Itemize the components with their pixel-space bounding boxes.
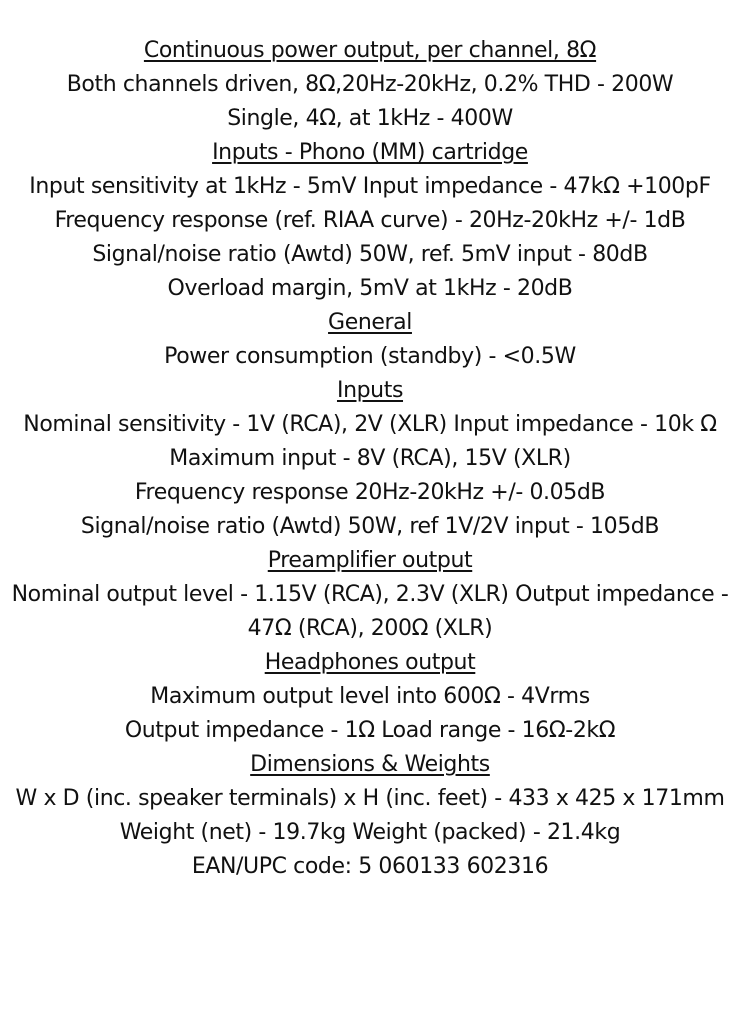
section-heading: Preamplifier output	[267, 548, 473, 573]
spec-line: Signal/noise ratio (Awtd) 50W, ref 1V/2V input - 105dB	[80, 514, 660, 539]
section-heading: Headphones output	[264, 650, 476, 675]
spec-line: Power consumption (standby) - <0.5W	[164, 344, 576, 369]
spec-line: Nominal output level - 1.15V (RCA), 2.3V (XLR) Output impedance - 47Ω (RCA), 200Ω (XLR)	[11, 582, 729, 641]
spec-line: W x D (inc. speaker terminals) x H (inc. feet) - 433 x 425 x 171mm	[15, 786, 725, 811]
section-dimensions-weights	[0, 748, 740, 884]
section-heading: Inputs	[336, 378, 404, 403]
section-headphones-output	[0, 646, 740, 748]
spec-line: Nominal sensitivity - 1V (RCA), 2V (XLR) Input impedance - 10k Ω	[23, 412, 717, 437]
section-preamplifier-output	[0, 544, 740, 646]
section-phono-inputs	[0, 136, 740, 306]
spec-line: Overload margin, 5mV at 1kHz - 20dB	[167, 276, 573, 301]
spec-line: Both channels driven, 8Ω,20Hz-20kHz, 0.2% THD - 200W	[66, 72, 674, 97]
spec-line: Maximum input - 8V (RCA), 15V (XLR)	[169, 446, 571, 471]
spec-line: EAN/UPC code: 5 060133 602316	[191, 854, 549, 879]
section-continuous-power	[0, 34, 740, 136]
section-inputs	[0, 374, 740, 544]
section-heading: Dimensions & Weights	[250, 752, 490, 777]
spec-line: Frequency response (ref. RIAA curve) - 20Hz-20kHz +/- 1dB	[54, 208, 686, 233]
spec-line: Frequency response 20Hz-20kHz +/- 0.05dB	[134, 480, 606, 505]
section-general	[0, 306, 740, 374]
section-heading: Continuous power output, per channel, 8Ω	[143, 38, 597, 63]
spec-line: Single, 4Ω, at 1kHz - 400W	[227, 106, 513, 131]
spec-line: Maximum output level into 600Ω - 4Vrms	[150, 684, 590, 709]
spec-line: Weight (net) - 19.7kg Weight (packed) - 21.4kg	[119, 820, 621, 845]
section-heading: General	[328, 310, 412, 335]
spec-line: Output impedance - 1Ω Load range - 16Ω-2kΩ	[124, 718, 616, 743]
section-heading: Inputs - Phono (MM) cartridge	[212, 140, 528, 165]
spec-line: Signal/noise ratio (Awtd) 50W, ref. 5mV input - 80dB	[92, 242, 648, 267]
spec-line: Input sensitivity at 1kHz - 5mV Input impedance - 47kΩ +100pF	[29, 174, 711, 199]
